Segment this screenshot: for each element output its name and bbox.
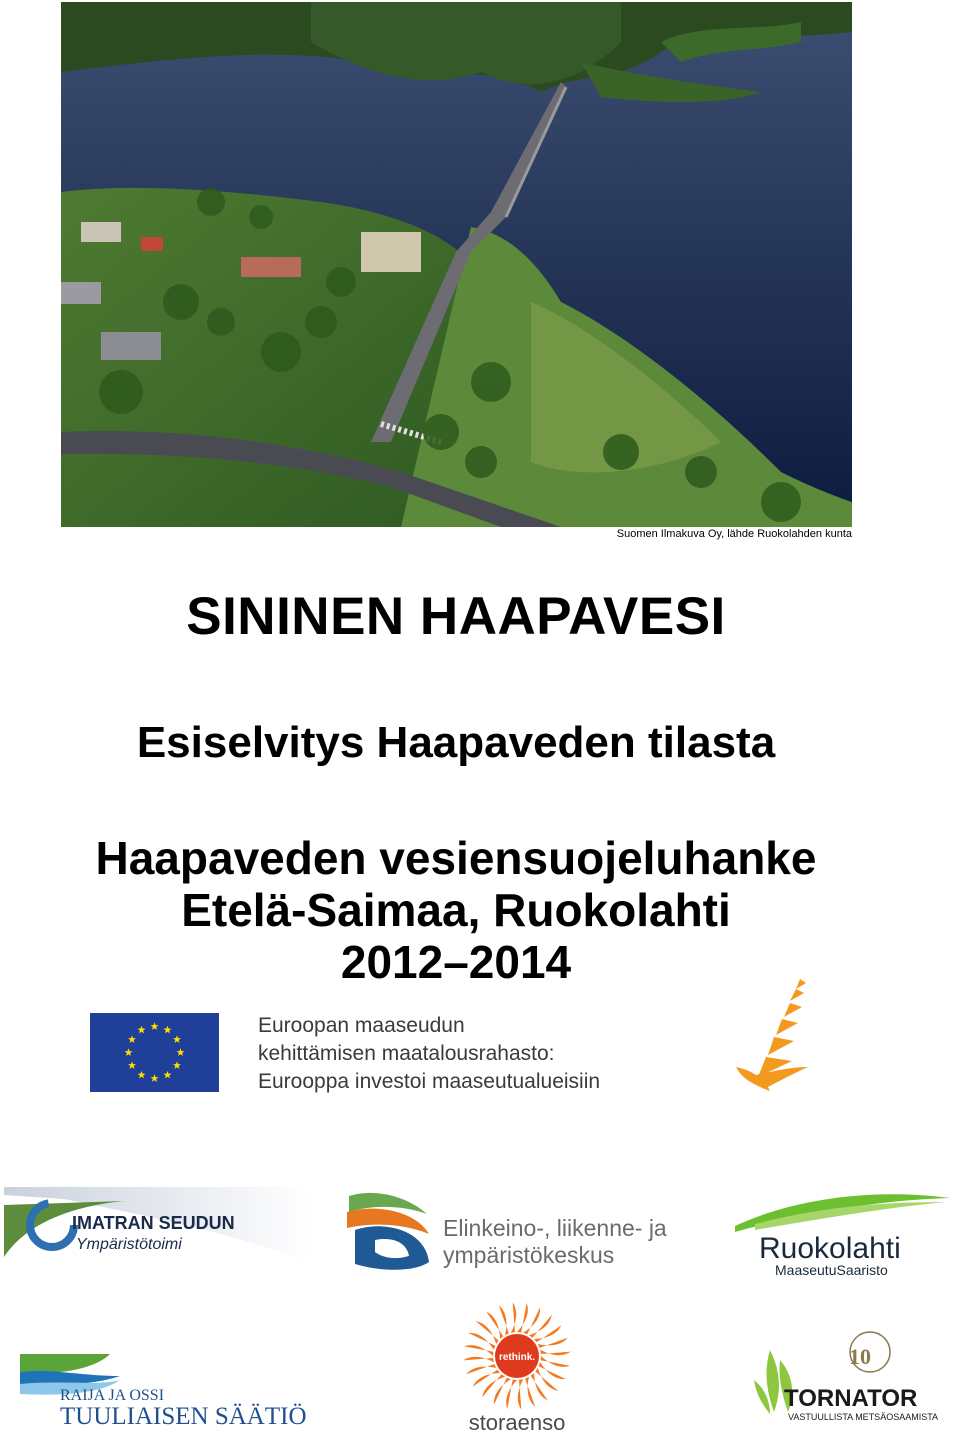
ely-line-1: Elinkeino-, liikenne- ja [443,1215,667,1241]
tornator-name: TORNATOR [784,1385,918,1412]
ely-line-2: ympäristökeskus [443,1242,615,1268]
leader-logo-icon [734,975,810,1093]
tuuliainen-logo [20,1350,322,1430]
eu-fund-text [258,1012,600,1096]
eu-line-1: Euroopan maaseudun [258,1014,465,1037]
tornator-anniversary: 10 [849,1344,871,1369]
stora-ray-icon [538,1338,568,1348]
storaenso-logo [455,1300,580,1435]
imatra-line-1: IMATRAN SEUDUN [72,1213,235,1233]
tuuliainen-line-1: RAIJA JA OSSI [60,1387,165,1404]
stora-ray-icon [486,1312,503,1339]
ruokolahti-name: Ruokolahti [759,1232,901,1265]
storaenso-name: storaenso [468,1410,566,1435]
stora-ray-icon [463,1357,494,1362]
eu-line-3: Eurooppa investoi maaseutualueisiin [258,1070,601,1093]
ruokolahti-tagline: MaaseutuSaaristo [775,1262,888,1278]
ruokolahti-logo [735,1188,950,1278]
aerial-photo [61,2,852,527]
photo-credit: Suomen Ilmakuva Oy, lähde Ruokolahden kunta [616,528,852,540]
ely-logo [345,1190,690,1272]
stora-ray-icon [517,1303,528,1333]
project-info [0,832,912,988]
tornator-tagline: VASTUULLISTA METSÄOSAAMISTA [788,1412,939,1422]
stora-ray-icon [531,1373,548,1400]
imatra-logo [4,1187,312,1263]
stora-ray-icon [506,1380,517,1410]
stora-ray-icon [464,1345,494,1356]
stora-ray-icon [518,1379,523,1410]
stora-ray-icon [473,1370,500,1387]
project-location: Etelä-Saimaa, Ruokolahti [181,884,731,936]
storaenso-badge: rethink. [498,1352,536,1363]
tornator-logo [752,1330,948,1425]
project-years: 2012–2014 [340,936,572,988]
stora-ray-icon [466,1364,496,1374]
stora-ray-icon [525,1377,535,1407]
stora-ray-icon [511,1302,516,1333]
main-title: SININEN HAAPAVESI [186,587,726,646]
stora-ray-icon [534,1325,561,1342]
tuuliainen-line-2: TUULIAISEN SÄÄTIÖ [60,1403,307,1430]
stora-ray-icon [541,1356,571,1367]
eu-flag-icon [90,1013,219,1092]
stora-ray-icon [499,1305,509,1335]
subtitle: Esiselvitys Haapaveden tilasta [136,718,776,767]
stora-ray-icon [540,1350,571,1355]
project-name: Haapaveden vesiensuojeluhanke [95,832,817,884]
imatra-line-2: Ympäristötoimi [76,1236,182,1253]
eu-line-2: kehittämisen maatalousrahasto: [258,1042,555,1065]
